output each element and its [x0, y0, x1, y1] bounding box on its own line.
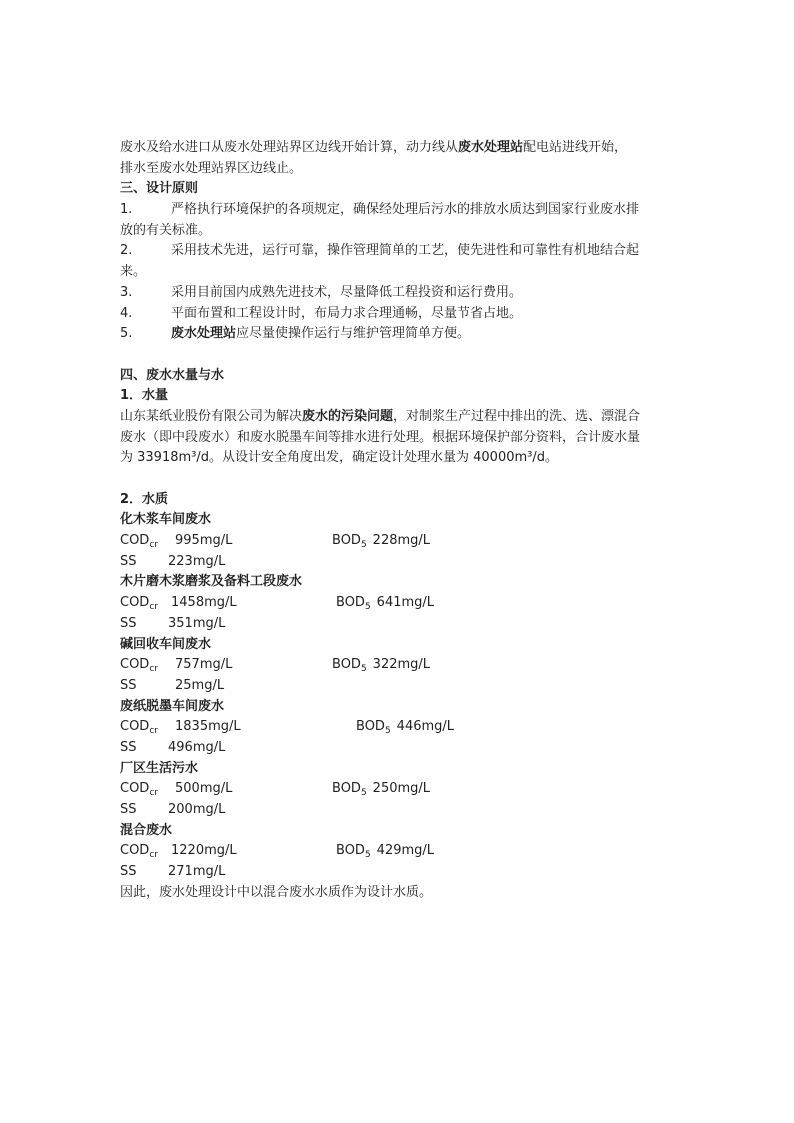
- bod-value: 446mg/L: [396, 719, 455, 735]
- cod-value: 757mg/L: [175, 657, 233, 673]
- cod-label: COD: [120, 843, 150, 859]
- principle-item: [120, 304, 680, 325]
- ss-value: 351mg/L: [168, 615, 226, 631]
- bod-label: BOD: [332, 781, 361, 797]
- water-quality-heading: 2．水质: [120, 491, 169, 507]
- cod-label: COD: [120, 781, 150, 797]
- ss-value: 223mg/L: [168, 553, 226, 569]
- cod-bod-row: [120, 655, 680, 676]
- principle-item: [120, 241, 680, 262]
- item-number: 1.: [120, 202, 133, 218]
- cod-label: COD: [120, 719, 150, 735]
- ss-label: SS: [120, 864, 137, 880]
- group-title: 化木浆车间废水: [120, 512, 212, 528]
- conclusion: 因此，废水处理设计中以混合废水水质作为设计水质。: [120, 884, 433, 900]
- principle-item-cont: 来。: [120, 264, 147, 280]
- item-text: 严格执行环境保护的各项规定，确保经处理后污水的排放水质达到国家行业废水排: [171, 202, 640, 218]
- cod-value: 1220mg/L: [171, 843, 237, 859]
- bod-label: BOD: [332, 533, 361, 549]
- ss-row: [120, 552, 680, 573]
- bod-subscript: 5: [364, 602, 371, 613]
- bod-subscript: 5: [364, 850, 371, 861]
- water-volume-line-3: 为 33918m³/d。从设计安全角度出发，确定设计处理水量为 40000m³/d。: [120, 450, 558, 466]
- cod-value: 995mg/L: [175, 533, 233, 549]
- principle-item: [120, 283, 680, 304]
- group-title: 木片磨木浆磨浆及备料工段废水: [120, 574, 303, 590]
- cod-subscript: cr: [149, 540, 158, 551]
- cod-value: 1458mg/L: [171, 595, 237, 611]
- bod-subscript: 5: [360, 788, 367, 799]
- bod-value: 322mg/L: [372, 657, 431, 673]
- group-title: 碱回收车间废水: [120, 636, 212, 652]
- cod-value: 1835mg/L: [175, 719, 241, 735]
- cod-subscript: cr: [149, 602, 158, 613]
- bod-label: BOD: [336, 595, 365, 611]
- group-title: 厂区生活污水: [120, 760, 199, 776]
- water-volume-heading: 1．水量: [120, 388, 169, 404]
- section4-heading: 四、废水水量与水: [120, 367, 225, 383]
- cod-subscript: cr: [149, 664, 158, 675]
- cod-bod-row: [120, 531, 680, 552]
- ss-row: [120, 614, 680, 635]
- item-text: 采用技术先进，运行可靠，操作管理简单的工艺，使先进性和可靠性有机地结合起: [171, 243, 640, 259]
- cod-label: COD: [120, 657, 150, 673]
- group-title: 废纸脱墨车间废水: [120, 698, 225, 714]
- bod-subscript: 5: [360, 540, 367, 551]
- cod-subscript: cr: [149, 788, 158, 799]
- group-title: 混合废水: [120, 822, 173, 838]
- intro-line-1: [120, 138, 680, 159]
- ss-label: SS: [120, 677, 137, 693]
- cod-subscript: cr: [149, 726, 158, 737]
- bod-subscript: 5: [360, 664, 367, 675]
- item-number: 2.: [120, 243, 133, 259]
- para-text: 山东某纸业股份有限公司为解决: [120, 408, 303, 424]
- cod-subscript: cr: [149, 850, 158, 861]
- ss-label: SS: [120, 802, 137, 817]
- bod-label: BOD: [356, 719, 385, 735]
- item-bold-term: 废水处理站: [171, 326, 237, 342]
- principle-item: [120, 324, 680, 345]
- item-text: 平面布置和工程设计时，布局力求合理通畅，尽量节省占地。: [171, 305, 523, 321]
- ss-label: SS: [120, 615, 137, 631]
- bod-value: 641mg/L: [376, 595, 435, 611]
- water-volume-line-2: 废水（即中段废水）和废水脱墨车间等排水进行处理。根据环境保护部分资料，合计废水量: [120, 429, 641, 445]
- ss-row: [120, 738, 680, 759]
- bod-subscript: 5: [384, 726, 391, 737]
- principle-item: [120, 200, 680, 221]
- item-text: 采用目前国内成熟先进技术，尽量降低工程投资和运行费用。: [171, 284, 523, 300]
- cod-label: COD: [120, 595, 150, 611]
- bod-label: BOD: [332, 657, 361, 673]
- principle-item-cont: 放的有关标准。: [120, 222, 212, 238]
- ss-label: SS: [120, 553, 137, 569]
- cod-bod-row: [120, 779, 680, 800]
- ss-row: [120, 862, 680, 883]
- intro-text: 废水及给水进口从废水处理站界区边线开始计算，动力线从: [120, 140, 459, 155]
- cod-bod-row: [120, 841, 680, 862]
- water-quality-groups: [120, 510, 680, 882]
- bod-cell: [356, 717, 454, 739]
- intro-line-2: 排水至废水处理站界区边线止。: [120, 160, 303, 176]
- cod-bod-row: [120, 593, 680, 614]
- bod-value: 228mg/L: [372, 533, 431, 549]
- bod-cell: [332, 779, 430, 801]
- para-bold-term: 废水的污染问题: [302, 408, 394, 424]
- ss-row: [120, 800, 680, 821]
- intro-bold-term: 废水处理站: [458, 140, 524, 155]
- ss-value: 200mg/L: [168, 802, 226, 817]
- bod-value: 250mg/L: [372, 781, 431, 797]
- intro-text-end: 配电站进线开始，: [523, 140, 628, 155]
- water-volume-line-1: [120, 407, 680, 428]
- principles-heading: 三、设计原则: [120, 181, 199, 197]
- ss-row: [120, 676, 680, 697]
- bod-cell: [332, 531, 430, 553]
- ss-value: 25mg/L: [175, 677, 225, 693]
- bod-cell: [332, 655, 430, 677]
- cod-value: 500mg/L: [175, 781, 233, 797]
- item-text: 应尽量使操作运行与维护管理简单方便。: [236, 326, 471, 342]
- document-page: [120, 138, 680, 903]
- item-number: 4.: [120, 305, 133, 321]
- bod-label: BOD: [336, 843, 365, 859]
- cod-bod-row: [120, 717, 680, 738]
- ss-value: 496mg/L: [168, 739, 226, 755]
- cod-label: COD: [120, 533, 150, 549]
- ss-value: 271mg/L: [168, 864, 226, 880]
- bod-cell: [336, 593, 434, 615]
- bod-value: 429mg/L: [376, 843, 435, 859]
- item-number: 3.: [120, 284, 133, 300]
- ss-label: SS: [120, 739, 137, 755]
- para-text: ，对制浆生产过程中排出的洗、选、漂混合: [393, 408, 641, 424]
- item-number: 5.: [120, 326, 133, 342]
- bod-cell: [336, 841, 434, 863]
